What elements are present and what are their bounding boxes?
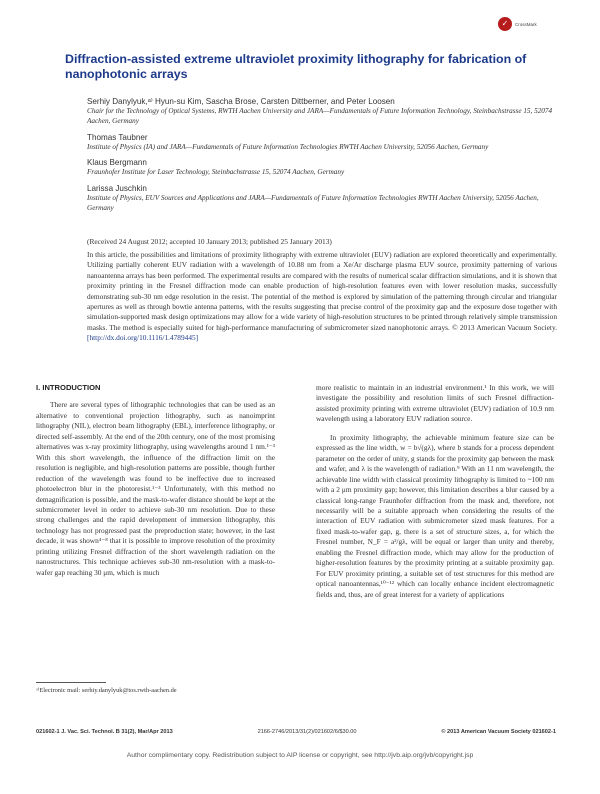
page-footer: [36, 729, 556, 735]
footer-copyright: © 2013 American Vacuum Society 021602-1: [441, 729, 556, 735]
section-heading: I. INTRODUCTION: [36, 383, 101, 392]
body-paragraph: There are several types of lithographic technologies that can be used as an alternative to conventional projection lithography, such as nanoimprint lithography (NIL), electron beam lithography (EBL), interference lithography, or directed self-assembly. At the end of the 20th century, one of the most promising alternatives was x-ray proximity lithography, using wavelengths around 1 nm.¹⁻³ With this short wavelength, the influence of the diffraction limit on the resolution is negligible, and high-resolution patterns are possible, though further reduction of the wavelength was found to be ineffective due to increased photoelectron blur in the photoresist.¹⁻³ Unfortunately, with this method no demagnification is possible, and the mask-to-wafer distance should be kept at the submicrometer level in order to achieve sub-30 nm resolution. Due to these strong challenges and the rapid development of immersion lithography, this technology has not progressed past the preproduction state; however, in the last decade, it was shown⁴⁻⁸ that it is possible to improve resolution of the proximity printing utilizing Fresnel diffraction of the short wavelength radiation on the nanostructures. This technique achieves sub-30 nm-resolution with a mask-to-wafer gap reaching 30 μm, which is much: [36, 400, 275, 577]
footer-code: 2166-2746/2013/31(2)/021602/6/$30.00: [257, 729, 357, 735]
crossmark-logo[interactable]: [498, 13, 548, 35]
crossmark-label: CrossMark: [515, 21, 537, 27]
doi-link[interactable]: [http://dx.doi.org/10.1116/1.4789445]: [87, 333, 199, 343]
body-paragraph: more realistic to maintain in an industrial environment.¹ In this work, we will investigate the possibility and resolution limits of such Fresnel diffraction-assisted proximity printing with extreme ultraviolet (EUV) radiation of 10.9 nm wavelength using a laboratory EUV radiation source.: [316, 383, 554, 424]
author-names: Thomas Taubner: [87, 132, 148, 142]
author-list: [87, 97, 557, 220]
author-names: Klaus Bergmann: [87, 158, 147, 168]
author-group: [87, 184, 557, 214]
author-group: [87, 158, 557, 178]
author-affiliation: Institute of Physics (IA) and JARA—Fundamentals of Future Information Technologies RWTH Aachen University, 52056 Aachen, Germany: [87, 142, 489, 151]
received-dates: (Received 24 August 2012; accepted 10 January 2013; published 25 January 2013): [87, 237, 332, 246]
abstract-text: In this article, the possibilities and limitations of proximity lithography with extreme ultraviolet (EUV) radiation are explored theoretically and experimentally. Utilizing partially coherent EUV radiation with a wavelength of 10.88 nm from a Xe/Ar discharge plasma EUV source, proximity patterning of various nanoantenna arrays has been performed. The experimental results are compared with the results of numerical scalar diffraction simulations, and it is shown that proximity printing in the Fresnel diffraction mode can enable production of high-resolution features even with lower resolution masks, successfully demonstrating sub-30 nm edge resolution in the resist. The potential of the method is explored by simulation of the patterning through circular and triangular apertures as well as through bowtie antenna patterns, with the results suggesting that precise control of the proximity gap and the exposure dose together with simulation-supported mask design optimizations may allow for a wide variety of high-resolution structures to be printed through relatively simple transmission masks. The method is especially suited for high-performance manufacturing of submicrometer sized nanophotonic arrays. © 2013 American Vacuum Society.: [87, 250, 557, 332]
article-title: Diffraction-assisted extreme ultraviolet proximity lithography for fabrication of nanophotonic arrays: [65, 52, 527, 81]
right-column: [316, 383, 554, 600]
left-column: [36, 383, 275, 578]
footnote-divider: [36, 682, 106, 683]
footer-citation: 021602-1 J. Vac. Sci. Technol. B 31(2), Mar/Apr 2013: [36, 729, 173, 735]
abstract: [87, 250, 557, 344]
crossmark-icon: ✓: [498, 17, 512, 31]
author-affiliation: Fraunhofer Institute for Laser Technology, Steinbachstrasse 15, 52074 Aachen, Germany: [87, 168, 345, 177]
author-group: [87, 133, 557, 153]
copyright-note: Author complimentary copy. Redistribution subject to AIP license or copyright, see http://jvb.aip.org/jvb/copyright.jsp: [126, 752, 474, 759]
body-paragraph: In proximity lithography, the achievable minimum feature size can be expressed as the line width, w = b√(gλ), where b stands for a process dependent parameter on the order of unity, g stands for the proximity gap between the mask and wafer, and λ is the wavelength of radiation.⁹ With an 11 nm wavelength, the achievable line width with classical proximity lithography is limited to ~100 nm with a 2 μm proximity gap; however, this limitation describes a blur caused by a classical long-range Fraunhofer diffraction from the mask and, therefore, not necessarily will be a suitable approach when considering the results of the interaction of EUV radiation with submicrometer sized mask features. For a fixed mask-to-wafer gap, g, there is a set of structure sizes, a, for which the Fresnel number, N_F = a²/gλ, will be equal or larger than unity and thereby, enabling the Fresnel diffraction mode, which may allow for the production of higher-resolution features by the proximity printing at a suitable proximity gap. For EUV proximity printing, a suitable set of test structures for this method are optical nanoantennas,¹⁰⁻¹² which can locally enhance incident electromagnetic fields and, thus, are of great interest for a variety of applications: [316, 432, 554, 599]
author-names: Larissa Juschkin: [87, 184, 147, 194]
author-affiliation: Institute of Physics, EUV Sources and Applications and JARA—Fundamentals of Future Information Technologies RWTH Aachen University, 52056 Aachen, Germany: [87, 194, 539, 212]
footnote: ᵃ⁾Electronic mail: serhiy.danylyuk@tos.rwth-aachen.de: [36, 687, 177, 694]
author-affiliation: Chair for the Technology of Optical Systems, RWTH Aachen University and JARA—Fundamentals of Future Information Technology, Steinbachstrasse 15, 52074 Aachen, Germany: [87, 107, 553, 125]
author-group: [87, 97, 557, 127]
author-names: Serhiy Danylyuk,ᵃ⁾ Hyun-su Kim, Sascha Brose, Carsten Dittberner, and Peter Loosen: [87, 97, 395, 106]
